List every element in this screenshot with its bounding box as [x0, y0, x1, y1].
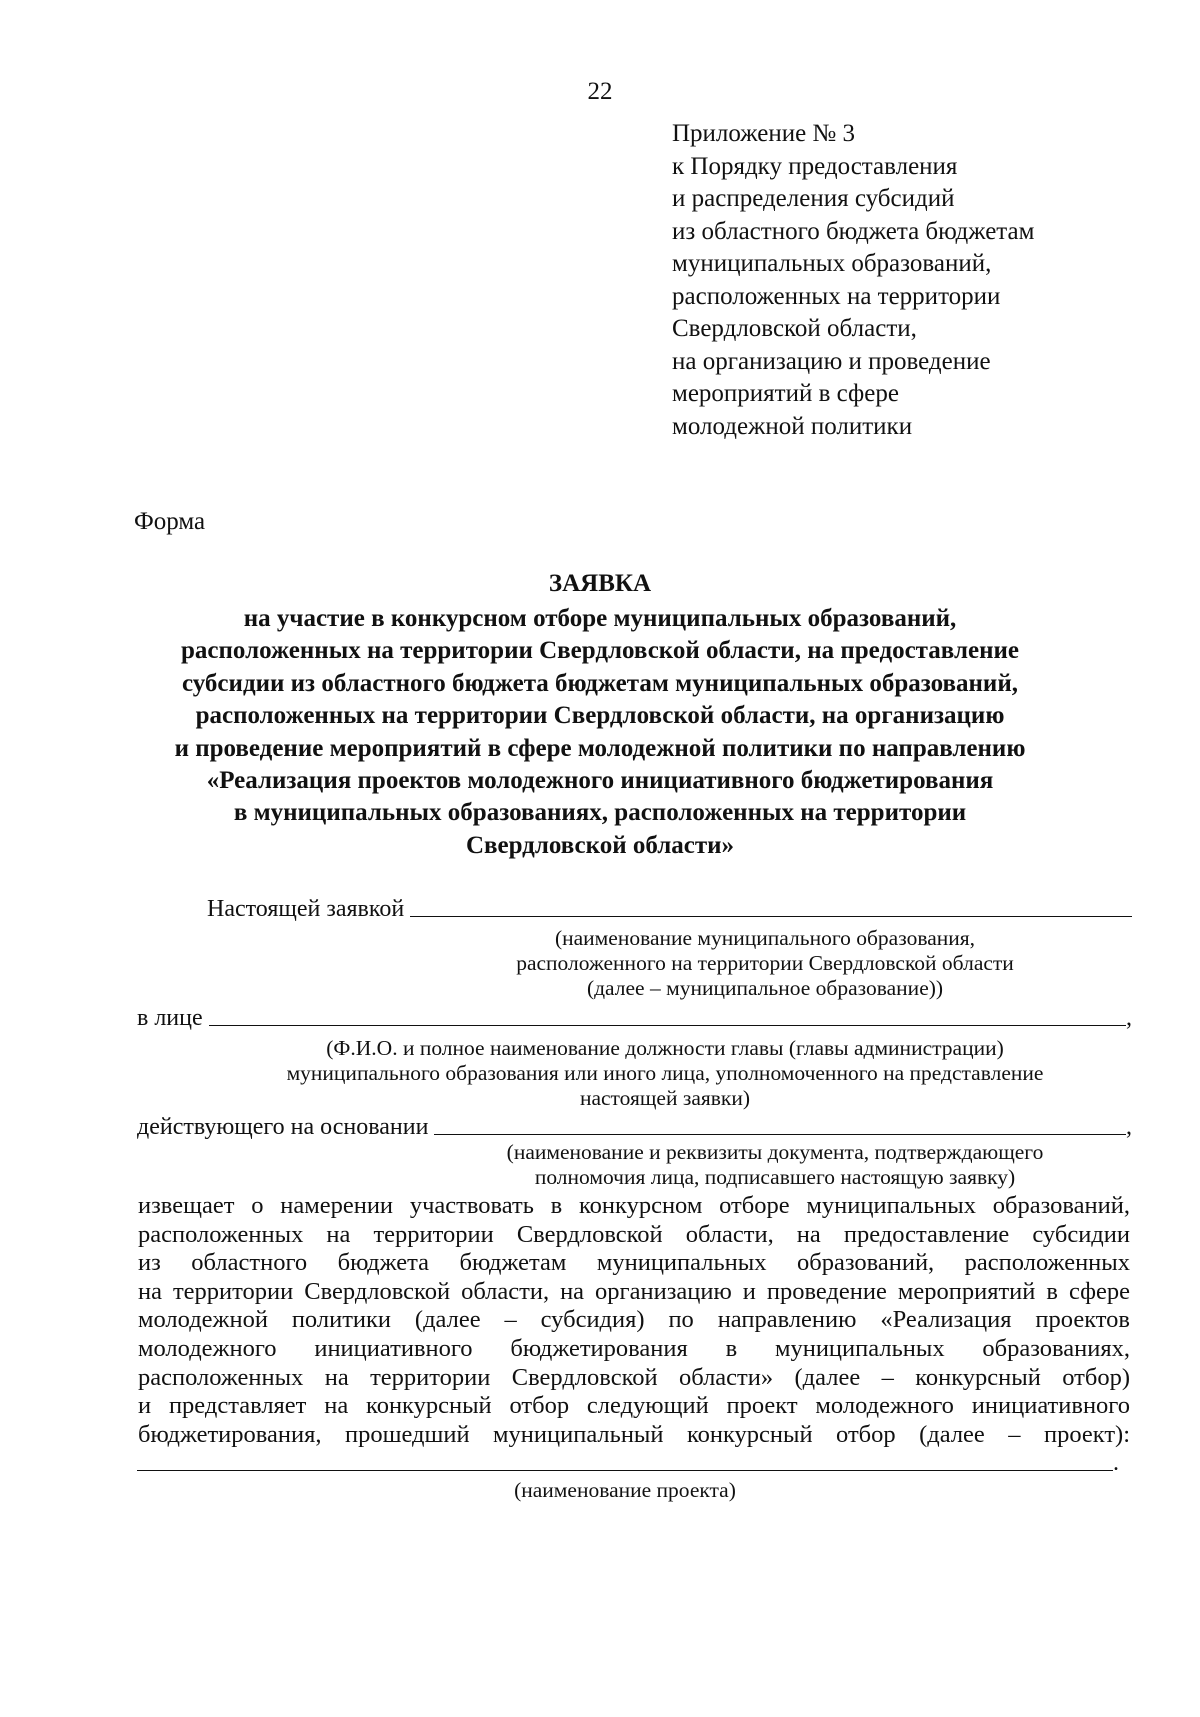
basis-caption	[470, 1140, 1080, 1190]
body-line: расположенных на территории Свердловской области, на предоставление субсидии	[138, 1220, 1130, 1248]
body-line: из областного бюджета бюджетам муниципальных образований, расположенных	[138, 1249, 1130, 1277]
caption-line: (наименование и реквизиты документа, подтверждающего	[506, 1140, 1044, 1164]
applicant-fill-line[interactable]	[410, 915, 1132, 917]
basis-field-label: действующего на основании	[137, 1114, 429, 1140]
appendix-line: Приложение № 3	[672, 120, 856, 147]
appendix-line: молодежной политики	[672, 412, 913, 440]
caption-line: (наименование муниципального образования,	[554, 926, 976, 950]
body-line: расположенных на территории Свердловской области» (далее – конкурсный отбор)	[138, 1363, 1130, 1391]
appendix-block	[672, 118, 1034, 443]
project-field-row	[137, 1450, 1119, 1477]
applicant-caption	[470, 926, 1060, 1001]
appendix-line: расположенных на территории	[672, 282, 1001, 310]
subtitle-line: Свердловской области»	[465, 831, 735, 859]
appendix-line: на организацию и проведение	[672, 347, 991, 375]
caption-line: (далее – муниципальное образование))	[586, 976, 944, 1000]
applicant-field-label: Настоящей заявкой	[207, 896, 405, 922]
appendix-line: мероприятий в сфере	[672, 380, 899, 407]
body-line: извещает о намерении участвовать в конкурсном отборе муниципальных образований,	[138, 1192, 1130, 1219]
caption-line: полномочия лица, подписавшего настоящую заявку)	[534, 1165, 1016, 1189]
page-number: 22	[587, 78, 613, 105]
representative-field-row	[137, 1005, 1132, 1032]
body-line: молодежной политики (далее – субсидия) по направлению «Реализация проектов	[138, 1306, 1130, 1334]
document-subtitle	[100, 603, 1100, 862]
subtitle-line: в муниципальных образованиях, расположенных на территории	[233, 799, 967, 827]
form-label: Форма	[134, 508, 206, 535]
appendix-line: и распределения субсидий	[672, 185, 955, 212]
project-field-suffix: .	[1113, 1450, 1119, 1476]
appendix-line: из областного бюджета бюджетам	[672, 217, 1035, 245]
body-line: бюджетирования, прошедший муниципальный конкурсный отбор (далее – проект):	[138, 1420, 1130, 1448]
caption-line: (наименование проекта)	[514, 1478, 736, 1502]
project-caption	[400, 1478, 850, 1503]
project-fill-line[interactable]	[137, 1469, 1113, 1471]
representative-field-label: в лице	[137, 1005, 203, 1031]
subtitle-line: на участие в конкурсном отборе муниципальных образований,	[243, 605, 957, 632]
body-line: на территории Свердловской области, на организацию и проведение мероприятий в сфере	[138, 1277, 1130, 1305]
subtitle-line: расположенных на территории Свердловской области, на предоставление	[181, 637, 1019, 665]
representative-caption	[215, 1036, 1115, 1111]
subtitle-line: «Реализация проектов молодежного инициативного бюджетирования	[206, 767, 994, 795]
appendix-line: к Порядку предоставления	[672, 152, 958, 180]
caption-line: настоящей заявки)	[579, 1086, 751, 1110]
applicant-field-row	[207, 896, 1132, 923]
document-title: ЗАЯВКА	[548, 570, 652, 597]
caption-line: муниципального образования или иного лица, уполномоченного на представление	[286, 1061, 1044, 1085]
basis-fill-line[interactable]	[434, 1133, 1126, 1135]
body-line: и представляет на конкурсный отбор следующий проект молодежного инициативного	[138, 1392, 1130, 1420]
caption-line: расположенного на территории Свердловской области	[516, 951, 1014, 975]
appendix-line: Свердловской области,	[672, 315, 917, 342]
appendix-line: муниципальных образований,	[672, 250, 992, 277]
body-line: молодежного инициативного бюджетирования в муниципальных образованиях,	[138, 1334, 1130, 1362]
representative-field-suffix: ,	[1126, 1005, 1132, 1031]
basis-field-suffix: ,	[1126, 1114, 1132, 1140]
subtitle-line: субсидии из областного бюджета бюджетам муниципальных образований,	[182, 669, 1018, 697]
body-paragraph	[138, 1192, 1130, 1449]
representative-fill-line[interactable]	[209, 1024, 1126, 1026]
caption-line: (Ф.И.О. и полное наименование должности главы (главы администрации)	[326, 1036, 1004, 1060]
basis-field-row	[137, 1114, 1132, 1141]
subtitle-line: и проведение мероприятий в сфере молодежной политики по направлению	[174, 734, 1026, 762]
subtitle-line: расположенных на территории Свердловской области, на организацию	[195, 702, 1005, 730]
